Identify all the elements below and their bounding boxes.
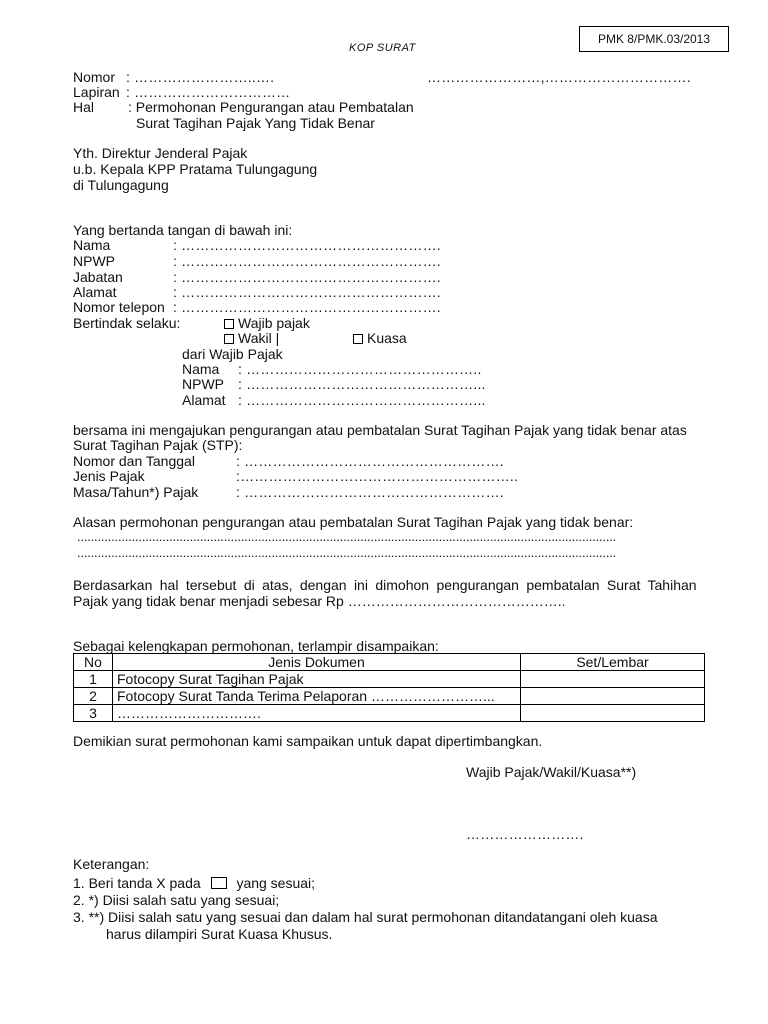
- lapiran-label: Lapiran: [73, 84, 120, 100]
- signature-name-line: …………………….: [466, 826, 584, 842]
- col-header-set: Set/Lembar: [521, 654, 705, 671]
- field-label: Nomor dan Tanggal: [73, 453, 195, 469]
- cell-document: Fotocopy Surat Tanda Terima Pelaporan ……………………...: [113, 688, 521, 705]
- table-row: [74, 688, 705, 705]
- note-2: 2. *) Diisi salah satu yang sesuai;: [73, 892, 280, 908]
- regulation-badge: PMK 8/PMK.03/2013: [579, 26, 729, 52]
- cell-no: 1: [74, 671, 113, 688]
- cell-set: [521, 671, 705, 688]
- field-value: : ……………………………………………….: [173, 269, 441, 285]
- attachments-intro: Sebagai kelengkapan permohonan, terlampir disampaikan:: [73, 638, 439, 654]
- field-label: Alamat: [73, 284, 117, 300]
- signer-intro: Yang bertanda tangan di bawah ini:: [73, 222, 293, 238]
- field-label: NPWP: [182, 376, 224, 392]
- option-wajib-pajak[interactable]: [224, 315, 310, 331]
- note-1: [73, 875, 315, 891]
- recipient-line3: di Tulungagung: [73, 177, 169, 193]
- reason-label: Alasan permohonan pengurangan atau pembatalan Surat Tagihan Pajak yang tidak benar:: [73, 514, 634, 530]
- table-row: [74, 671, 705, 688]
- field-value: : …………………………………………...: [238, 392, 486, 408]
- notes-title: Keterangan:: [73, 856, 150, 872]
- option-label: Wajib pajak: [238, 315, 310, 331]
- request-line1: Berdasarkan hal tersebut di atas, dengan ini dimohon pengurangan pembatalan Surat Tahihan: [73, 577, 697, 593]
- lapiran-value: : ……………………………: [126, 84, 291, 100]
- cell-set: [521, 705, 705, 722]
- hal-value-line1: : Permohonan Pengurangan atau Pembatalan: [128, 99, 414, 115]
- field-label: Nomor telepon: [73, 299, 165, 315]
- attachments-table: [73, 653, 705, 722]
- note-3-line2: harus dilampiri Surat Kuasa Khusus.: [106, 926, 333, 942]
- field-label: Nama: [182, 361, 220, 377]
- field-value: : ……………………………………………….: [173, 284, 441, 300]
- reason-line1: ..............................................................................................................................................................: [77, 529, 617, 544]
- option-wakil[interactable]: [224, 330, 279, 346]
- stp-intro-line1: bersama ini mengajukan pengurangan atau pembatalan Surat Tagihan Pajak yang tidak benar atas: [73, 422, 687, 438]
- field-label: Masa/Tahun*) Pajak: [73, 484, 199, 500]
- hal-value-line2: Surat Tagihan Pajak Yang Tidak Benar: [136, 115, 375, 131]
- note-3-line1: 3. **) Diisi salah satu yang sesuai dan dalam hal surat permohonan ditandatangani oleh kuasa: [73, 909, 658, 925]
- option-label: Kuasa: [367, 330, 407, 346]
- request-line2: Pajak yang tidak benar menjadi sebesar Rp ………………………………………..: [73, 593, 566, 609]
- signature-role: Wajib Pajak/Wakil/Kuasa**): [466, 764, 637, 780]
- note-1-text-a: 1. Beri tanda X pada: [73, 875, 201, 891]
- cell-no: 3: [74, 705, 113, 722]
- field-value: :…………………………………………………..: [236, 468, 519, 484]
- field-value: : ……………………………………………….: [173, 237, 441, 253]
- field-value: : ……………………………………………….: [236, 484, 504, 500]
- field-value: : ……………………………………………….: [236, 453, 504, 469]
- hal-label: Hal: [73, 99, 95, 115]
- field-label: NPWP: [73, 253, 115, 269]
- field-value: : ……………………………………………….: [173, 299, 441, 315]
- field-value: : ……………………………………………….: [173, 253, 441, 269]
- field-value: : …………………………………………...: [238, 376, 486, 392]
- letterhead-placeholder: KOP SURAT: [349, 42, 416, 54]
- recipient-line2: u.b. Kepala KPP Pratama Tulungagung: [73, 161, 318, 177]
- cell-set: [521, 688, 705, 705]
- recipient-line1: Yth. Direktur Jenderal Pajak: [73, 145, 248, 161]
- from-taxpayer-label: dari Wajib Pajak: [182, 346, 283, 362]
- nomor-label: Nomor: [73, 69, 116, 85]
- checkbox-example-icon: [211, 877, 227, 889]
- cell-document: Fotocopy Surat Tagihan Pajak: [113, 671, 521, 688]
- reason-line2: ..............................................................................................................................................................: [77, 545, 617, 560]
- field-label: Nama: [73, 237, 111, 253]
- place-date: ……………………,………………………….: [427, 69, 691, 85]
- col-header-no: No: [74, 654, 113, 671]
- nomor-value: : ……………………..….: [126, 69, 275, 85]
- field-label: Jenis Pajak: [73, 468, 145, 484]
- checkbox-wakil[interactable]: [224, 334, 234, 344]
- stp-intro-line2: Surat Tagihan Pajak (STP):: [73, 437, 243, 453]
- table-row: [74, 705, 705, 722]
- table-header-row: [74, 654, 705, 671]
- option-label: Wakil |: [238, 330, 280, 346]
- cell-document: ………………………….: [113, 705, 521, 722]
- field-value: : …………………………………………..: [238, 361, 482, 377]
- cell-no: 2: [74, 688, 113, 705]
- closing-statement: Demikian surat permohonan kami sampaikan untuk dapat dipertimbangkan.: [73, 733, 543, 749]
- field-label: Jabatan: [73, 269, 123, 285]
- acting-as-label: Bertindak selaku:: [73, 315, 181, 331]
- checkbox-kuasa[interactable]: [353, 334, 363, 344]
- note-1-text-b: yang sesuai;: [236, 875, 316, 891]
- checkbox-wajib-pajak[interactable]: [224, 319, 234, 329]
- col-header-document: Jenis Dokumen: [113, 654, 521, 671]
- option-kuasa[interactable]: [353, 330, 407, 346]
- field-label: Alamat: [182, 392, 226, 408]
